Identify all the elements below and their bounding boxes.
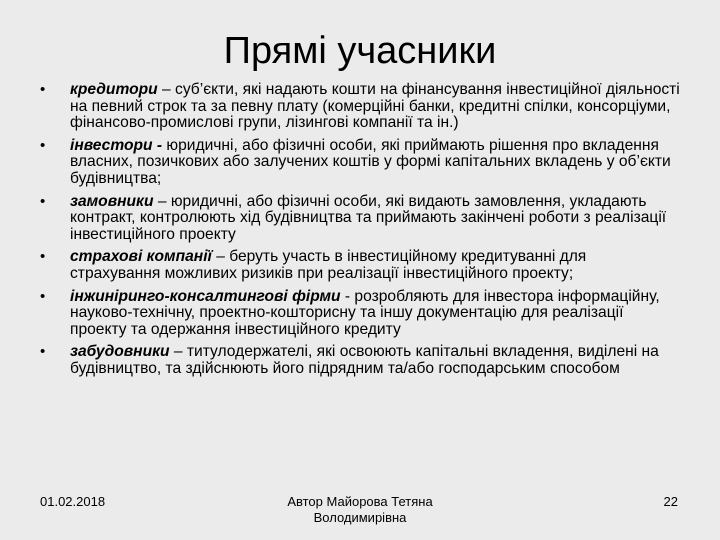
list-item [40,82,680,132]
item-term: забудовники [70,343,170,361]
bullet-icon: • [40,81,46,98]
item-term: кредитори [70,81,158,98]
item-text: – беруть участь в інвестиційному кредитуванні для страхування можливих ризиків при реалізації інвестиційного проекту; [70,248,587,282]
page-number: 22 [663,494,678,509]
item-term: інжиніринго-консалтингові фірми [70,287,341,305]
list-item [40,289,680,339]
item-text: – суб’єкти, які надають кошти на фінансування інвестиційної діяльності на певний строк та за певну плату (комерційні банки, кредитні спілки, консорціуми, фінансово-промислові групи, лізингові компанії та ін.) [70,81,680,132]
item-text: – юридичні, або фізичні особи, які видають замовлення, укладають контракт, контролюють хід будівництва та приймають закінчені роботи з реалізації інвестиційного проекту [70,192,667,243]
bullet-icon: • [40,192,46,210]
item-term: замовники [70,192,154,210]
bullet-list [40,82,680,384]
list-item [40,249,680,282]
list-item [40,344,680,377]
bullet-icon: • [40,248,46,266]
footer-date: 01.02.2018 [40,494,106,509]
bullet-icon: • [40,287,46,305]
item-text: - розробляють для інвестора інформаційну, науково-технічну, проектно-кошторисну та іншу документацію для реалізації проекту та одержання інвестиційного кредиту [70,287,660,338]
bullet-icon: • [40,343,46,361]
item-text: юридичні, або фізичні особи, які приймають рішення про вкладення власних, позичкових або залучених коштів у формі капітальних вкладень у об’єкти будівництва; [70,136,671,187]
bullet-icon: • [40,136,46,154]
item-term: інвестори - [70,136,163,154]
item-term: страхові компанії [70,248,212,266]
list-item [40,194,680,244]
slide-title: Прямі учасники [223,30,497,72]
footer-author: Автор Майорова Тетяна Володимирівна [287,494,433,525]
list-item [40,138,680,188]
item-text: – титулодержателі, які освоюють капітальні вкладення, виділені на будівництво, та здійснюють його підрядним та/або господарським способом [70,343,659,377]
